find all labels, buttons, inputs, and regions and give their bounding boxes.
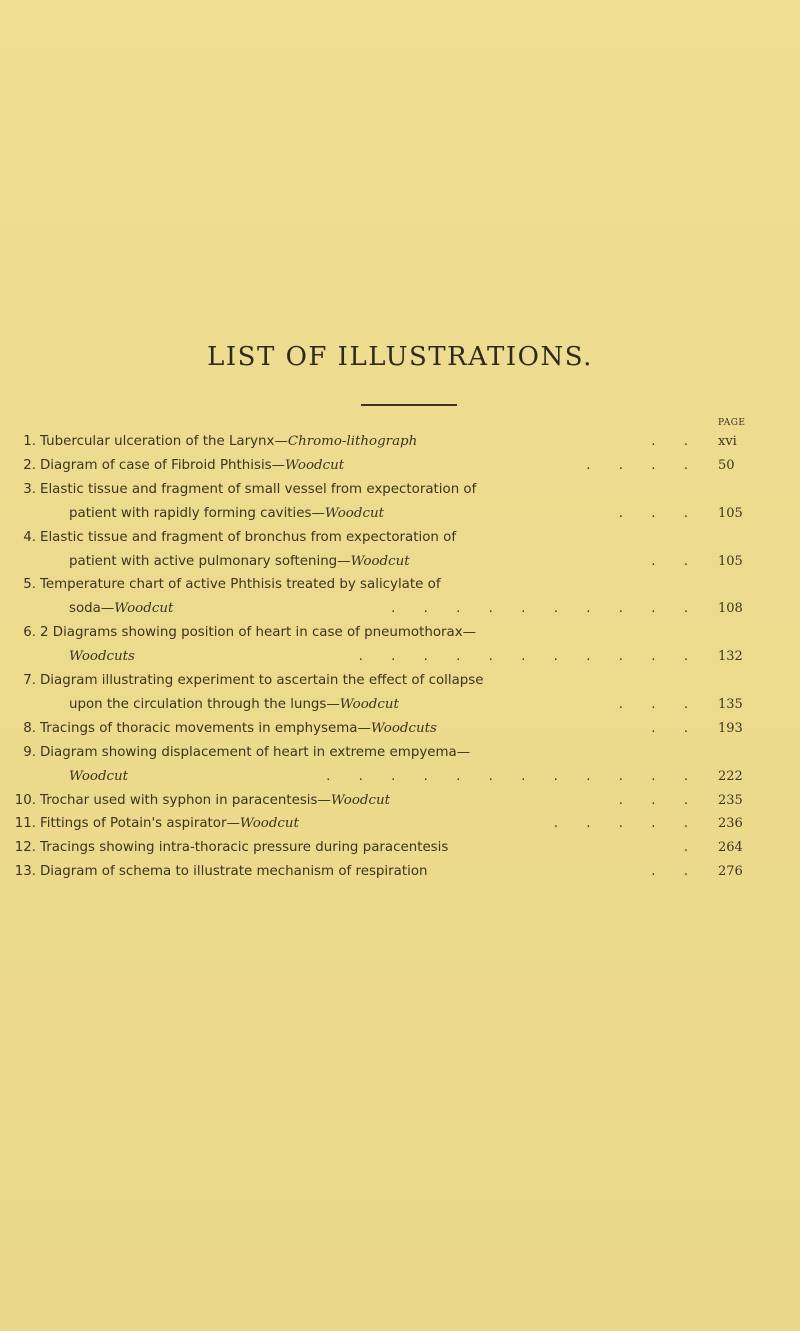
dot-leader: . . . . . bbox=[553, 816, 700, 832]
entry-continuation-line bbox=[0, 550, 800, 574]
page-title: LIST OF ILLUSTRATIONS. bbox=[207, 342, 593, 372]
caption-text: Tracings of thoracic movements in emphysema— bbox=[40, 720, 371, 736]
caption-medium: Woodcut bbox=[339, 696, 399, 712]
title-rule bbox=[361, 404, 457, 406]
page-number: 50 bbox=[718, 457, 735, 473]
entry-continuation-line bbox=[0, 597, 800, 621]
dot-leader: . . . bbox=[618, 505, 700, 521]
entry-number: 12. bbox=[14, 840, 36, 856]
caption-medium: Woodcut bbox=[239, 816, 299, 832]
entry-line bbox=[0, 789, 800, 813]
entry-number: 6. bbox=[23, 625, 36, 641]
entry-continuation-line bbox=[0, 693, 800, 717]
caption-medium: Woodcut bbox=[350, 553, 410, 569]
caption-medium: Woodcut bbox=[324, 505, 384, 521]
entry-caption bbox=[69, 645, 135, 669]
entry-caption bbox=[40, 454, 344, 478]
page-number: 105 bbox=[718, 505, 743, 521]
caption-text: Fittings of Potain's aspirator— bbox=[40, 816, 240, 832]
caption-medium: Woodcut bbox=[330, 792, 390, 808]
entry-number: 8. bbox=[23, 720, 36, 736]
dot-leader: . . . . bbox=[586, 457, 700, 473]
caption-medium: Chromo-lithograph bbox=[287, 434, 418, 449]
caption-text: patient with active pulmonary softening— bbox=[69, 553, 351, 569]
dot-leader: . . . bbox=[618, 792, 700, 808]
page-number: 236 bbox=[718, 816, 743, 832]
entry-line bbox=[0, 430, 800, 454]
entry-caption bbox=[69, 502, 384, 526]
entry-caption bbox=[69, 693, 399, 717]
caption-text: Tubercular ulceration of the Larynx— bbox=[40, 434, 288, 449]
entry-caption bbox=[69, 765, 128, 789]
caption-text: Trochar used with syphon in paracentesis— bbox=[40, 792, 331, 808]
entry-caption bbox=[40, 430, 417, 454]
entry-line bbox=[0, 621, 800, 645]
entry-caption bbox=[40, 669, 484, 693]
entry-number: 2. bbox=[23, 457, 36, 473]
entry-line bbox=[0, 741, 800, 765]
entry-continuation-line bbox=[0, 502, 800, 526]
page-number: 135 bbox=[718, 696, 743, 712]
dot-leader: . bbox=[683, 840, 700, 856]
entry-line bbox=[0, 669, 800, 693]
caption-medium: Woodcuts bbox=[370, 720, 437, 736]
entry-caption bbox=[40, 789, 390, 813]
caption-text: Elastic tissue and fragment of bronchus from expectoration of bbox=[40, 529, 457, 545]
entry-line bbox=[0, 836, 800, 860]
page-number: 108 bbox=[718, 601, 743, 617]
entry-caption bbox=[40, 621, 476, 645]
caption-medium: Woodcut bbox=[69, 768, 129, 784]
page-number: 105 bbox=[718, 553, 743, 569]
entry-number: 13. bbox=[14, 864, 36, 880]
dot-leader: . . . bbox=[618, 696, 700, 712]
entry-number: 10. bbox=[14, 792, 36, 808]
entry-number: 4. bbox=[23, 529, 36, 545]
caption-text: Diagram of schema to illustrate mechanism of respiration bbox=[40, 864, 428, 880]
entry-caption bbox=[40, 573, 441, 597]
entry-continuation-line bbox=[0, 645, 800, 669]
caption-text: Temperature chart of active Phthisis treated by salicylate of bbox=[40, 577, 441, 593]
entry-caption bbox=[40, 717, 437, 741]
caption-text: soda— bbox=[69, 601, 115, 617]
caption-text: Diagram of case of Fibroid Phthisis— bbox=[40, 457, 286, 473]
page-column-label: PAGE bbox=[718, 418, 746, 428]
page-number: 193 bbox=[718, 720, 743, 736]
entry-number: 3. bbox=[23, 481, 36, 497]
dot-leader: . . . . . . . . . . . . bbox=[326, 768, 700, 784]
caption-text: Tracings showing intra-thoracic pressure during paracentesis bbox=[40, 840, 449, 856]
caption-text: upon the circulation through the lungs— bbox=[69, 696, 340, 712]
page-number: 222 bbox=[718, 768, 743, 784]
page-number: xvi bbox=[718, 434, 737, 449]
entry-continuation-line bbox=[0, 765, 800, 789]
entry-number: 1. bbox=[23, 434, 36, 449]
caption-text: Elastic tissue and fragment of small vessel from expectoration of bbox=[40, 481, 477, 497]
dot-leader: . . bbox=[651, 434, 700, 449]
entry-line bbox=[0, 478, 800, 502]
dot-leader: . . bbox=[651, 720, 700, 736]
caption-medium: Woodcut bbox=[285, 457, 345, 473]
dot-leader: . . . . . . . . . . . bbox=[358, 649, 700, 665]
entry-caption bbox=[40, 860, 428, 884]
entry-line bbox=[0, 860, 800, 884]
page-number: 276 bbox=[718, 864, 743, 880]
caption-text: patient with rapidly forming cavities— bbox=[69, 505, 325, 521]
entry-caption bbox=[69, 550, 410, 574]
caption-text: Diagram illustrating experiment to ascertain the effect of collapse bbox=[40, 673, 484, 688]
caption-text: 2 Diagrams showing position of heart in case of pneumothorax— bbox=[40, 625, 477, 641]
page-number: 235 bbox=[718, 792, 743, 808]
entry-line bbox=[0, 717, 800, 741]
entry-line bbox=[0, 573, 800, 597]
dot-leader: . . bbox=[651, 864, 700, 880]
entry-caption bbox=[40, 812, 299, 836]
caption-medium: Woodcuts bbox=[69, 649, 135, 665]
page-number: 132 bbox=[718, 649, 743, 665]
entry-line bbox=[0, 454, 800, 478]
page-number: 264 bbox=[718, 840, 743, 856]
entry-number: 11. bbox=[14, 816, 36, 832]
entry-line bbox=[0, 526, 800, 550]
dot-leader: . . bbox=[651, 553, 700, 569]
caption-medium: Woodcut bbox=[114, 601, 174, 617]
caption-text: Diagram showing displacement of heart in extreme empyema— bbox=[40, 744, 471, 760]
entry-number: 9. bbox=[23, 744, 36, 760]
entry-caption bbox=[40, 741, 470, 765]
entry-caption bbox=[40, 526, 456, 550]
entry-caption bbox=[40, 836, 448, 860]
entry-number: 7. bbox=[23, 673, 36, 688]
entry-caption bbox=[69, 597, 173, 621]
entry-number: 5. bbox=[23, 577, 36, 593]
entry-caption bbox=[40, 478, 476, 502]
dot-leader: . . . . . . . . . . bbox=[391, 601, 700, 617]
entry-line bbox=[0, 812, 800, 836]
